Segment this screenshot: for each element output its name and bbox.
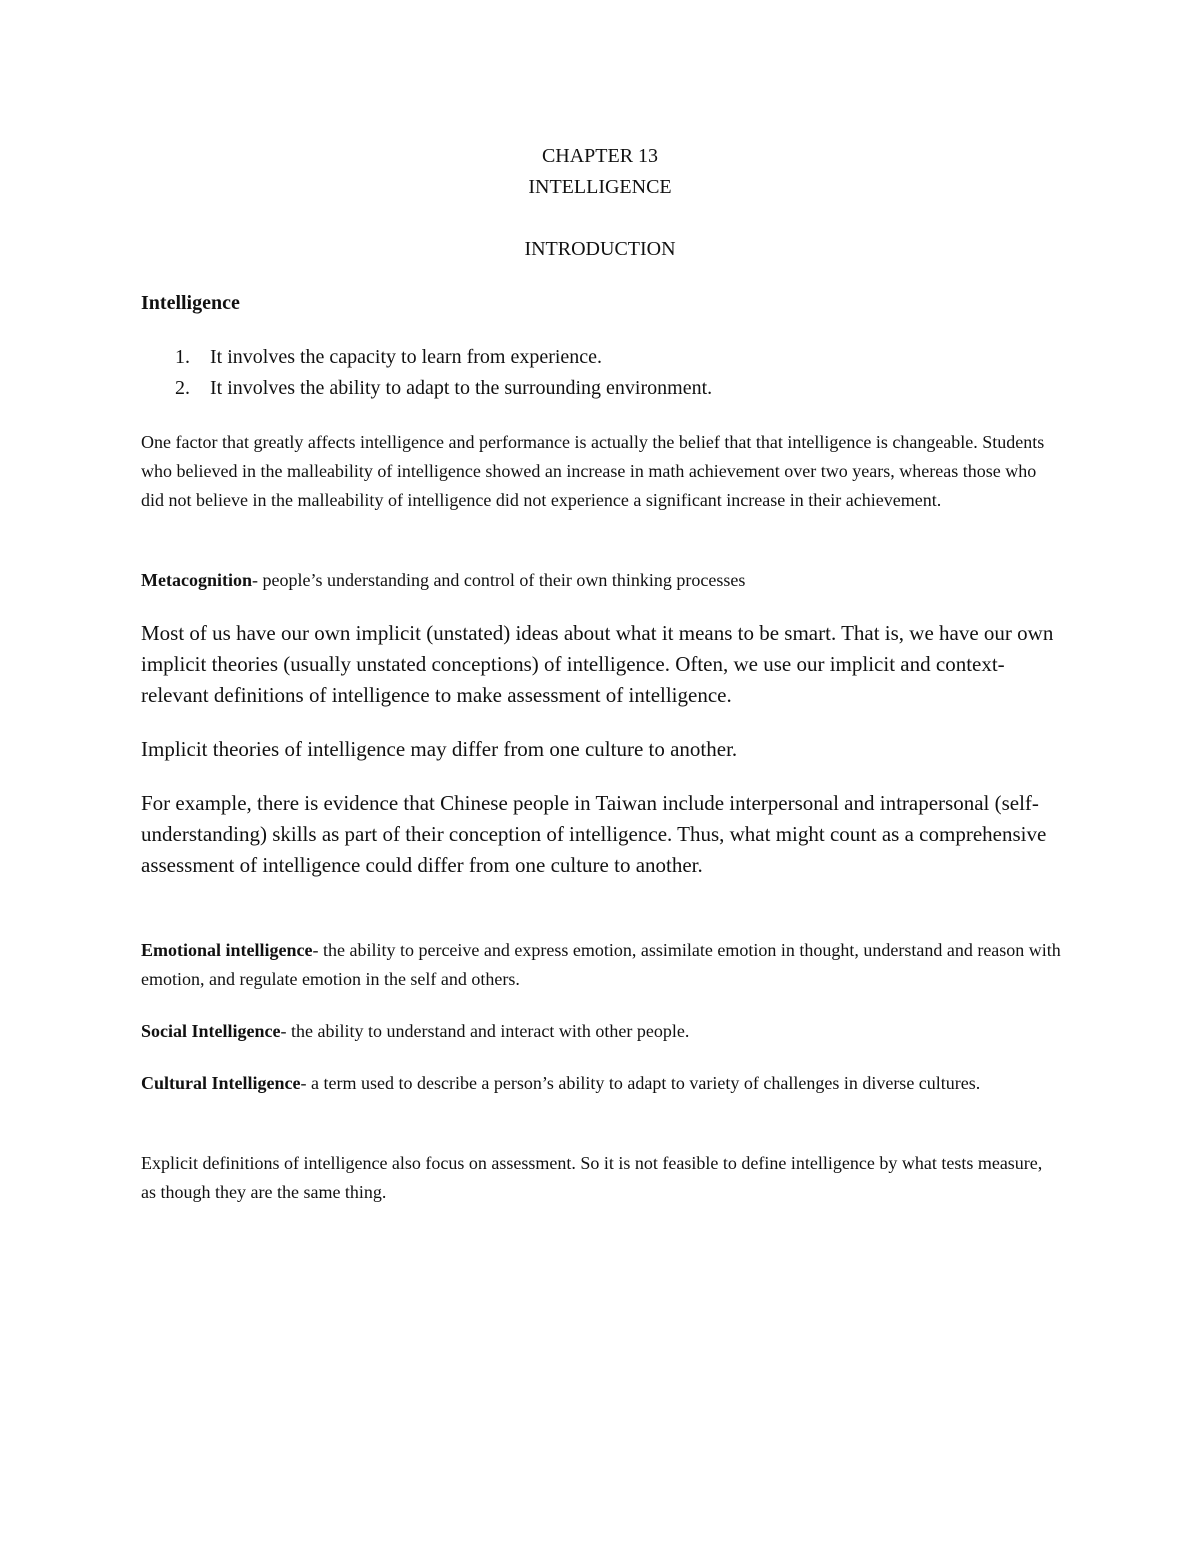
cultural-intelligence-definition: - a term used to describe a person’s ability to adapt to variety of challenges in diverse cultures. [300,1073,981,1093]
implicit-ideas-paragraph: Most of us have our own implicit (unstated) ideas about what it means to be smart. That is, we have our own implicit theories (usually unstated conceptions) of intelligence. Often, we use our implicit and context-relevant definitions of intelligence to make assessment of intelligence. [141,621,1054,707]
metacognition-definition: - people’s understanding and control of their own thinking processes [251,570,746,590]
emotional-intelligence-definition: - the ability to perceive and express emotion, assimilate emotion in thought, understand and reason with emotion, and regulate emotion in the self and others. [141,940,1061,989]
intelligence-list [141,342,1061,404]
culture-paragraph: Implicit theories of intelligence may differ from one culture to another. [141,737,738,761]
chapter-number: CHAPTER 13 [541,145,659,167]
cultural-intelligence-term: Cultural Intelligence [141,1073,301,1093]
metacognition-paragraph [141,566,1061,595]
example-paragraph: For example, there is evidence that Chinese people in Taiwan include interpersonal and intrapersonal (self-understanding) skills as part of their conception of intelligence. Thus, what might count as a comprehensive assessment of intelligence could differ from one culture to another. [141,791,1047,877]
cultural-intelligence-paragraph [141,1069,1061,1098]
list-item-number: 1. [175,346,190,368]
social-intelligence-paragraph [141,1017,1061,1046]
belief-paragraph: One factor that greatly affects intelligence and performance is actually the belief that that intelligence is changeable. Students who believed in the malleability of intelligence showed an increase in math achievement over two years, whereas those who did not believe in the malleability of intelligence did not experience a significant increase in their achievement. [141,432,1045,510]
intelligence-heading: Intelligence [141,292,240,314]
list-item-text: It involves the capacity to learn from experience. [210,346,603,368]
explicit-definitions-paragraph: Explicit definitions of intelligence also focus on assessment. So it is not feasible to define intelligence by what tests measure, as though they are the same thing. [141,1153,1043,1202]
chapter-header [0,141,1200,203]
social-intelligence-term: Social Intelligence [141,1021,281,1041]
emotional-intelligence-term: Emotional intelligence [141,940,313,960]
emotional-intelligence-paragraph [141,936,1061,994]
section-title: INTRODUCTION [524,238,676,260]
list-item [141,342,1061,373]
chapter-title: INTELLIGENCE [528,176,672,198]
list-item-text: It involves the ability to adapt to the surrounding environment. [210,377,713,399]
list-item [141,373,1061,404]
metacognition-term: Metacognition [141,570,252,590]
social-intelligence-definition: - the ability to understand and interact with other people. [280,1021,690,1041]
list-item-number: 2. [175,377,190,399]
